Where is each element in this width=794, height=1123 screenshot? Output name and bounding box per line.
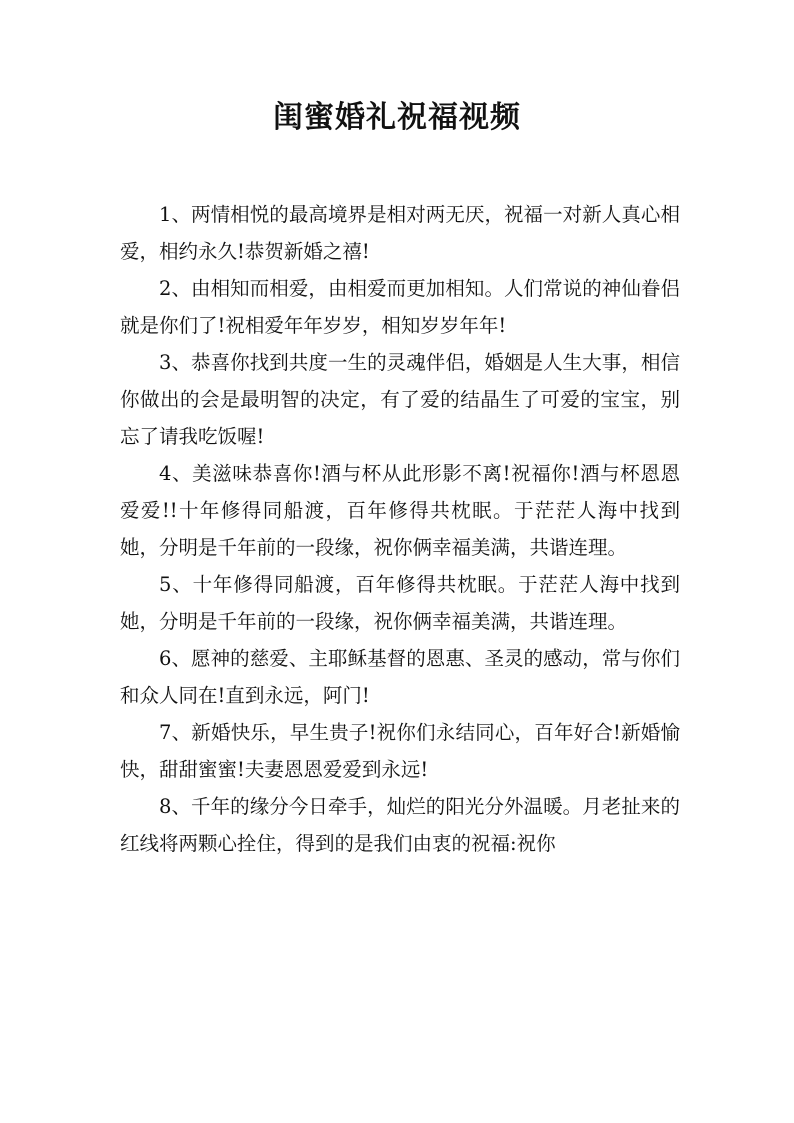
paragraph-2: 2、由相知而相爱，由相爱而更加相知。人们常说的神仙眷侣就是你们了!祝相爱年年岁岁，相知岁岁年年!	[120, 277, 680, 337]
document-body	[120, 196, 680, 862]
paragraph-1: 1、两情相悦的最高境界是相对两无厌，祝福一对新人真心相爱，相约永久!恭贺新婚之禧!	[120, 203, 680, 263]
paragraph-3: 3、恭喜你找到共度一生的灵魂伴侣，婚姻是人生大事，相信你做出的会是最明智的决定，有了爱的结晶生了可爱的宝宝，别忘了请我吃饭喔!	[120, 351, 680, 448]
page-title: 闺蜜婚礼祝福视频	[273, 100, 521, 135]
paragraph-7: 7、新婚快乐，早生贵子!祝你们永结同心，百年好合!新婚愉快，甜甜蜜蜜!夫妻恩恩爱爱到永远!	[120, 721, 680, 781]
paragraph-6: 6、愿神的慈爱、主耶稣基督的恩惠、圣灵的感动，常与你们和众人同在!直到永远，阿门!	[120, 647, 680, 707]
paragraph-5: 5、十年修得同船渡，百年修得共枕眠。于茫茫人海中找到她，分明是千年前的一段缘，祝你俩幸福美满，共谐连理。	[120, 573, 680, 633]
paragraph-8: 8、千年的缘分今日牵手，灿烂的阳光分外温暖。月老扯来的红线将两颗心拴住，得到的是我们由衷的祝福:祝你	[120, 795, 680, 855]
paragraph-4: 4、美滋味恭喜你!酒与杯从此形影不离!祝福你!酒与杯恩恩爱爱!!十年修得同船渡，百年修得共枕眠。于茫茫人海中找到她，分明是千年前的一段缘，祝你俩幸福美满，共谐连理。	[120, 462, 680, 559]
